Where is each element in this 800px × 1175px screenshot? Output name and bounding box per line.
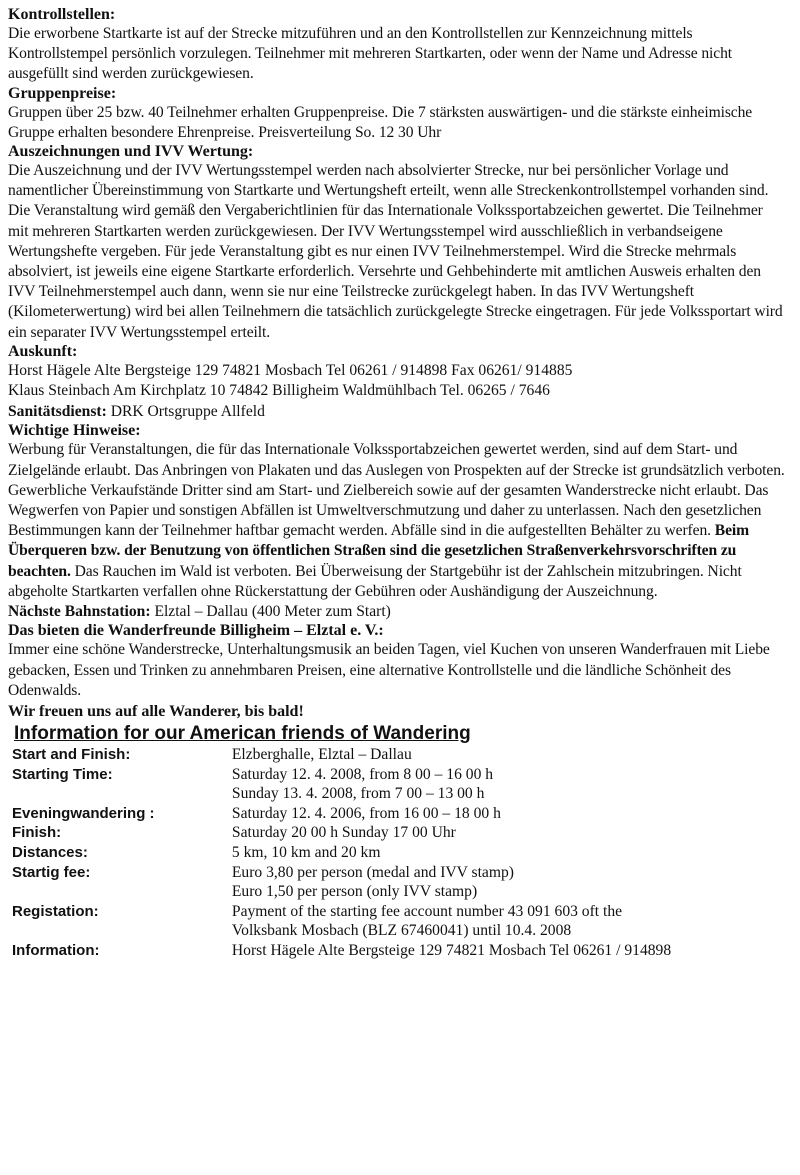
info-row-key: Distances: <box>12 844 88 862</box>
heading-kontrollstellen: Kontrollstellen: <box>8 6 116 23</box>
hinweise-text-part2: Das Rauchen im Wald ist verboten. Bei Überweisung der Startgebühr ist der Zahlschein mitzubringen. Nicht abgeholte Startkarten verfallen ohne Rückerstattung der Gebühren oder Aushändigung der Auszeichnung. <box>8 562 742 600</box>
info-row-value <box>232 843 786 863</box>
hinweise-text-part1: Werbung für Veranstaltungen, die für das Internationale Volkssportabzeichen gewertet werden, sind auf dem Start- und Zielgelände erlaubt. Das Anbringen von Plakaten und das Auslegen von Prospekten auf der Strecke ist grundsätzlich verboten. Gewerbliche Verkaufstände Dritter sind am Start- und Zielbereich sowie auf der gesamten Wanderstrecke nicht erlaubt. Das Wegwerfen von Papier und sonstigen Abfällen ist Umweltverschmutzung und daher zu unterlassen. Nach den gesetzlichen Bestimmungen kann der Teilnehmer haftbar gemacht werden. Abfälle sind in die aufgestellten Behälter zu werfen. <box>8 441 785 540</box>
info-row-key: Finish: <box>12 824 62 842</box>
info-row-value <box>232 765 786 804</box>
hinweise-bold-warning: Beim Überqueren bzw. der Benutzung von öffentlichen Straßen sind die gesetzlichen Straßenverkehrsvorschriften zu beachten. <box>8 522 750 580</box>
info-row-key: Eveningwandering : <box>12 804 155 822</box>
english-info-table <box>12 745 786 961</box>
info-row <box>12 765 786 804</box>
section-das-bieten <box>8 622 786 701</box>
info-row <box>12 745 786 765</box>
info-row-key: Registation: <box>12 902 99 920</box>
section-auskunft <box>8 343 786 402</box>
info-row-value-line: Euro 1,50 per person (only IVV stamp) <box>231 883 478 901</box>
bahnstation-line <box>8 602 786 623</box>
info-row-key: Information: <box>12 942 100 960</box>
info-row-value-line: Volksbank Mosbach (BLZ 67460041) until 10.4. 2008 <box>231 922 572 940</box>
bahnstation-value: Elztal – Dallau (400 Meter zum Start) <box>154 602 391 620</box>
info-row <box>12 863 786 902</box>
heading-wichtige-hinweise: Wichtige Hinweise: <box>8 422 141 440</box>
info-row-value-line: Saturday 12. 4. 2008, from 8 00 – 16 00 h <box>231 765 494 783</box>
info-row-key: Starting Time: <box>12 765 113 783</box>
closing-line: Wir freuen uns auf alle Wanderer, bis bald! <box>8 703 304 721</box>
bahnstation-label: Nächste Bahnstation: <box>8 602 151 620</box>
info-row-value <box>232 804 786 824</box>
sanitaetsdienst-label: Sanitätsdienst: <box>8 402 107 420</box>
info-row <box>12 843 786 863</box>
info-row-key: Startig fee: <box>12 863 91 881</box>
section-kontrollstellen <box>8 6 786 85</box>
section-auszeichnungen <box>8 143 786 343</box>
text-kontrollstellen: Die erworbene Startkarte ist auf der Strecke mitzuführen und an den Kontrollstellen zur Kennzeichnung mittels Kontrollstempel persönlich vorzulegen. Teilnehmer mit mehreren Startkarten, oder wenn der Name und Adresse nicht ausgefüllt sind werden zurückgewiesen. <box>8 25 732 83</box>
info-row <box>12 941 786 961</box>
info-row-value-line: Sunday 13. 4. 2008, from 7 00 – 13 00 h <box>231 785 485 803</box>
info-row-value <box>232 863 786 902</box>
info-row <box>12 823 786 843</box>
info-row-value <box>232 745 786 765</box>
info-row-value <box>232 823 786 843</box>
sanitaetsdienst-value: DRK Ortsgruppe Allfeld <box>110 402 265 420</box>
english-info-title: Information for our American friends of Wandering <box>14 723 471 745</box>
section-gruppenpreise <box>8 85 786 143</box>
text-das-bieten: Immer eine schöne Wanderstrecke, Unterhaltungsmusik an beiden Tagen, viel Kuchen von unseren Wanderfrauen mit Liebe gebacken, Essen und Trinken zu annehmbaren Preisen, eine alternative Kontrollstelle und die ländliche Schönheit des Odenwalds. <box>8 641 770 699</box>
info-row-value <box>232 941 786 961</box>
section-wichtige-hinweise <box>8 422 786 602</box>
info-row-value-line: Saturday 12. 4. 2006, from 16 00 – 18 00 h <box>231 804 501 822</box>
info-row <box>12 902 786 941</box>
text-wichtige-hinweise <box>8 440 786 602</box>
info-row <box>12 804 786 824</box>
info-row-value-line: Elzberghalle, Elztal – Dallau <box>231 746 412 764</box>
sanitaetsdienst-line <box>8 402 786 423</box>
english-info-body <box>12 745 786 961</box>
heading-auszeichnungen: Auszeichnungen und IVV Wertung: <box>8 143 254 161</box>
heading-gruppenpreise: Gruppenpreise: <box>8 84 117 102</box>
info-row-value <box>232 902 786 941</box>
text-auszeichnungen: Die Auszeichnung und der IVV Wertungsstempel werden nach absolvierter Strecke, nur bei persönlicher Vorlage und namentlicher Übereinstimmung von Startkarte und Wertungsheft erteilt, wenn alle Streckenkontrollstempel vorhanden sind. Die Veranstaltung wird gemäß den Vergaberichtlinien für das Internationale Volkssportabzeichen gewertet. Die Teilnehmer mit mehreren Startkarten werden zurückgewiesen. Der IVV Wertungsstempel wird ausschließlich in verbandseigene Wertungshefte vergeben. Für jede Veranstaltung gibt es nur einen IVV Teilnehmerstempel. Wird die Strecke mehrmals absolviert, ist jeweils eine eigene Startkarte erforderlich. Versehrte und Gehbehinderte mit amtlichen Ausweis erhalten den IVV Teilnehmerstempel auch dann, wenn sie nur eine Teilstrecke zurückgelegt haben. In das IVV Wertungsheft (Kilometerwertung) wird bei allen Teilnehmern die tatsächlich zurückgelegte Strecke eingetragen. Für jede Volkssportart wird ein separater IVV Wertungsstempel erteilt. <box>8 162 783 341</box>
text-gruppenpreise: Gruppen über 25 bzw. 40 Teilnehmer erhalten Gruppenpreise. Die 7 stärksten auswärtigen- und die stärkste einheimische Gruppe erhalten besondere Ehrenpreise. Preisverteilung So. 12 30 Uhr <box>8 103 753 141</box>
info-row-value-line: Saturday 20 00 h Sunday 17 00 Uhr <box>231 824 456 842</box>
info-row-value-line: Euro 3,80 per person (medal and IVV stamp) <box>231 863 514 881</box>
heading-auskunft: Auskunft: <box>8 342 78 360</box>
info-row-key: Start and Finish: <box>12 746 131 764</box>
info-row-value-line: Payment of the starting fee account number 43 091 603 oft the <box>231 902 623 920</box>
info-row-value-line: 5 km, 10 km and 20 km <box>231 844 381 862</box>
heading-das-bieten: Das bieten die Wanderfreunde Billigheim – Elztal e. V.: <box>8 622 384 640</box>
info-row-value-line: Horst Hägele Alte Bergsteige 129 74821 Mosbach Tel 06261 / 914898 <box>231 942 672 960</box>
contact-line-steinbach: Klaus Steinbach Am Kirchplatz 10 74842 Billigheim Waldmühlbach Tel. 06265 / 7646 <box>8 382 550 400</box>
contact-line-hagele: Horst Hägele Alte Bergsteige 129 74821 Mosbach Tel 06261 / 914898 Fax 06261/ 914885 <box>8 361 573 379</box>
